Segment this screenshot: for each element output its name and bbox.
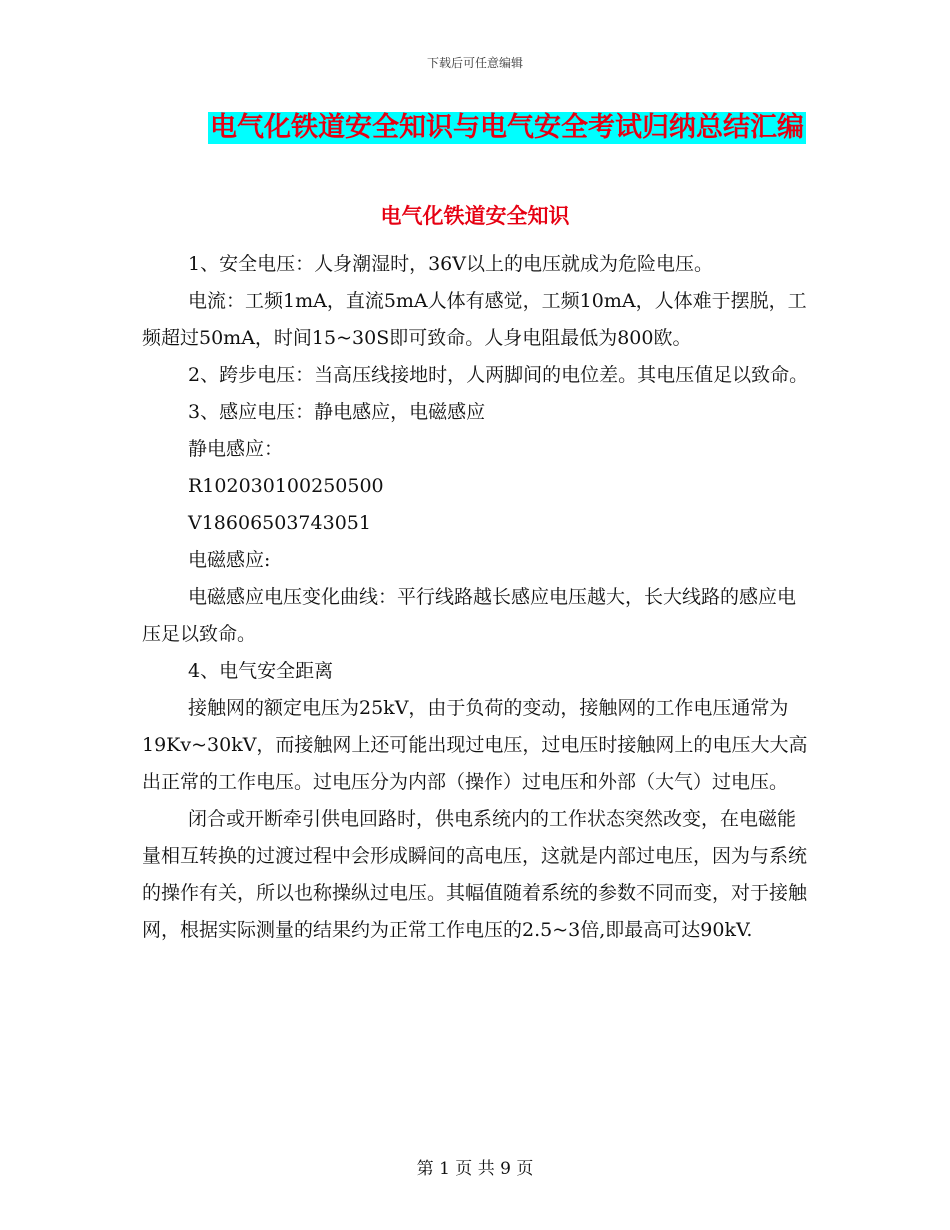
- paragraph-step-voltage: 2、跨步电压：当高压线接地时，人两脚间的电位差。其电压值足以致命。: [188, 364, 809, 386]
- document-title: 电气化铁道安全知识与电气安全考试归纳总结汇编: [210, 112, 804, 143]
- page-number: 第 1 页 共 9 页: [416, 1159, 534, 1179]
- paragraph-electromagnetic-curve: 电磁感应电压变化曲线：平行线路越长感应电压越大，长大线路的感应电压足以致命。: [142, 586, 797, 645]
- section-title: 电气化铁道安全知识: [380, 203, 570, 228]
- paragraph-r-values: R102030100250500: [188, 475, 384, 497]
- paragraph-safety-distance: 4、电气安全距离: [188, 660, 334, 682]
- paragraph-electromagnetic-label: 电磁感应:: [188, 549, 271, 571]
- header-note: 下载后可任意编辑: [426, 56, 523, 70]
- paragraph-current: 电流：工频1mA，直流5mA人体有感觉，工频10mA，人体难于摆脱，工频超过50mA，时间15~30S即可致命。人身电阻最低为800欧。: [142, 290, 807, 349]
- paragraph-safe-voltage: 1、安全电压：人身潮湿时，36V以上的电压就成为危险电压。: [188, 253, 713, 275]
- paragraph-internal-overvoltage: 闭合或开断牵引供电回路时，供电系统内的工作状态突然改变，在电磁能量相互转换的过渡过程中会形成瞬间的高电压，这就是内部过电压，因为与系统的操作有关，所以也称操纵过电压。其幅值随着系统的参数不同而变，对于接触网，根据实际测量的结果约为正常工作电压的2.5~3倍,即最高可达90kV.: [142, 808, 808, 941]
- paragraph-electrostatic-label: 静电感应：: [188, 438, 284, 460]
- document-body: [142, 246, 810, 949]
- paragraph-induced-voltage: 3、感应电压：静电感应，电磁感应: [188, 401, 486, 423]
- paragraph-v-values: V18606503743051: [188, 512, 371, 534]
- paragraph-catenary-voltage: 接触网的额定电压为25kV，由于负荷的变动，接触网的工作电压通常为19Kv~30kV，而接触网上还可能出现过电压，过电压时接触网上的电压大大高出正常的工作电压。过电压分为内部（操作）过电压和外部（大气）过电压。: [142, 697, 808, 793]
